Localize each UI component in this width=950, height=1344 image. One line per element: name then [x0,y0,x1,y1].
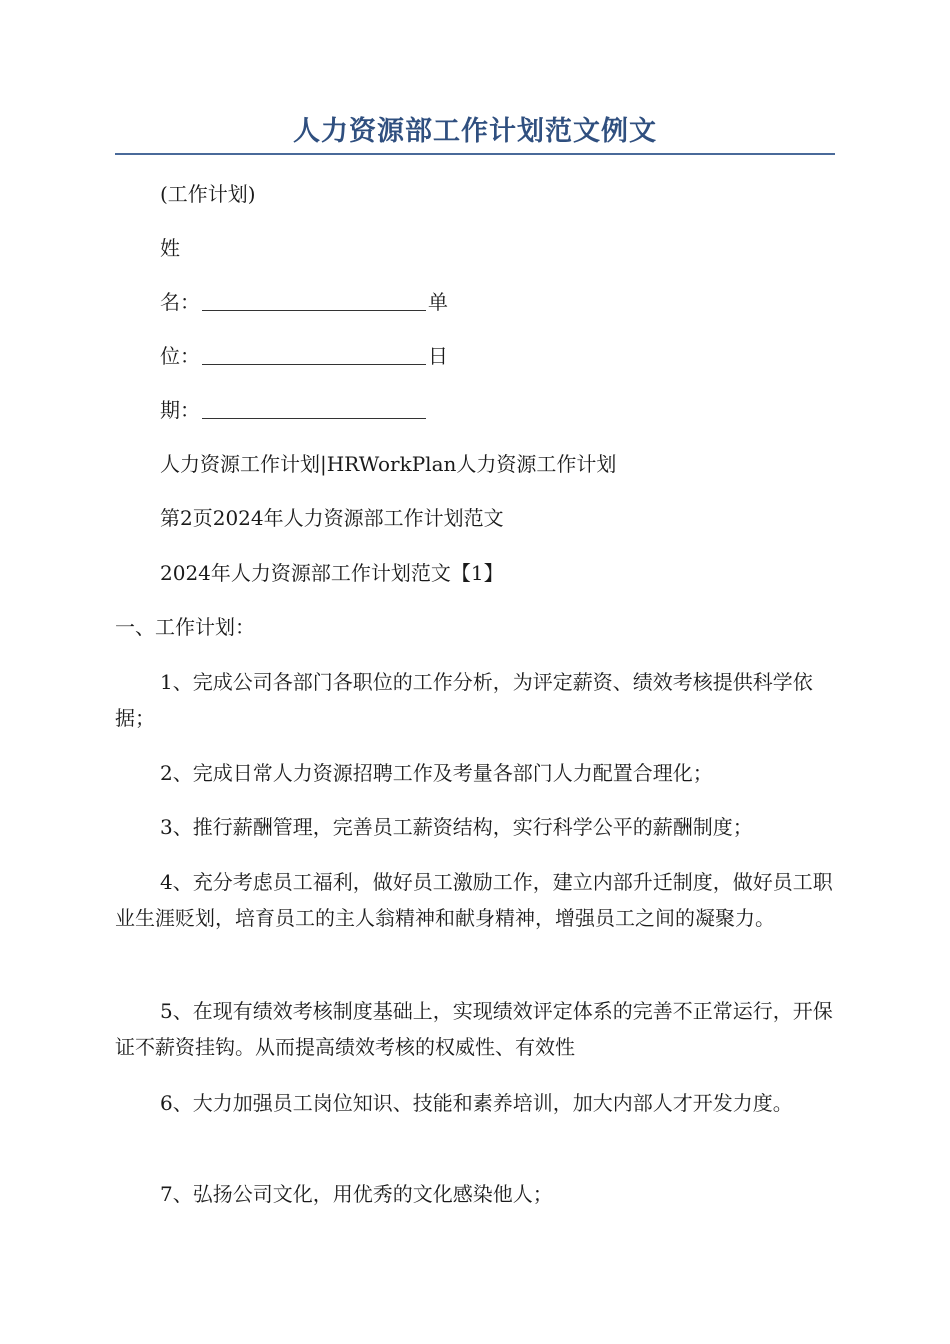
plan-item-2: 2、完成日常人力资源招聘工作及考量各部门人力配置合理化； [160,761,713,785]
category-label: (工作计划) [160,182,256,206]
date-label-first-char: 日 [428,344,448,368]
title-underline [115,153,835,155]
plan-item-1: 1、完成公司各部门各职位的工作分析，为评定薪资、绩效考核提供科学依据； [115,670,813,730]
plan-item-5: 5、在现有绩效考核制度基础上，实现绩效评定体系的完善不正常运行，开保证不薪资挂钩。从而提高绩效考核的权威性、有效性 [115,999,833,1059]
date-field-label: 期： [160,398,200,422]
name-field-blank[interactable] [202,290,426,311]
unit-field-label: 位： [160,344,200,368]
article-heading: 2024年人力资源部工作计划范文【1】 [160,561,504,585]
plan-item-6: 6、大力加强员工岗位知识、技能和素养培训，加大内部人才开发力度。 [160,1091,793,1115]
plan-item-3: 3、推行薪酬管理，完善员工薪资结构，实行科学公平的薪酬制度； [160,815,753,839]
brand-line: 人力资源工作计划|HRWorkPlan人力资源工作计划 [160,452,617,476]
name-label-first-char: 姓 [160,236,180,260]
document-title: 人力资源部工作计划范文例文 [293,116,657,147]
unit-field-blank[interactable] [202,344,426,365]
name-field-row [160,284,448,320]
plan-item-7: 7、弘扬公司文化，用优秀的文化感染他人； [160,1182,553,1206]
unit-label-first-char: 单 [428,290,448,314]
page-line: 第2页2024年人力资源部工作计划范文 [160,506,504,530]
plan-item-4: 4、充分考虑员工福利，做好员工激励工作，建立内部升迁制度，做好员工职业生涯贬划，培育员工的主人翁精神和献身精神，增强员工之间的凝聚力。 [115,870,833,930]
section-title: 一、工作计划： [115,615,255,639]
date-field-row [160,392,428,428]
name-field-label: 名： [160,290,200,314]
date-field-blank[interactable] [202,398,426,419]
unit-field-row [160,338,448,374]
